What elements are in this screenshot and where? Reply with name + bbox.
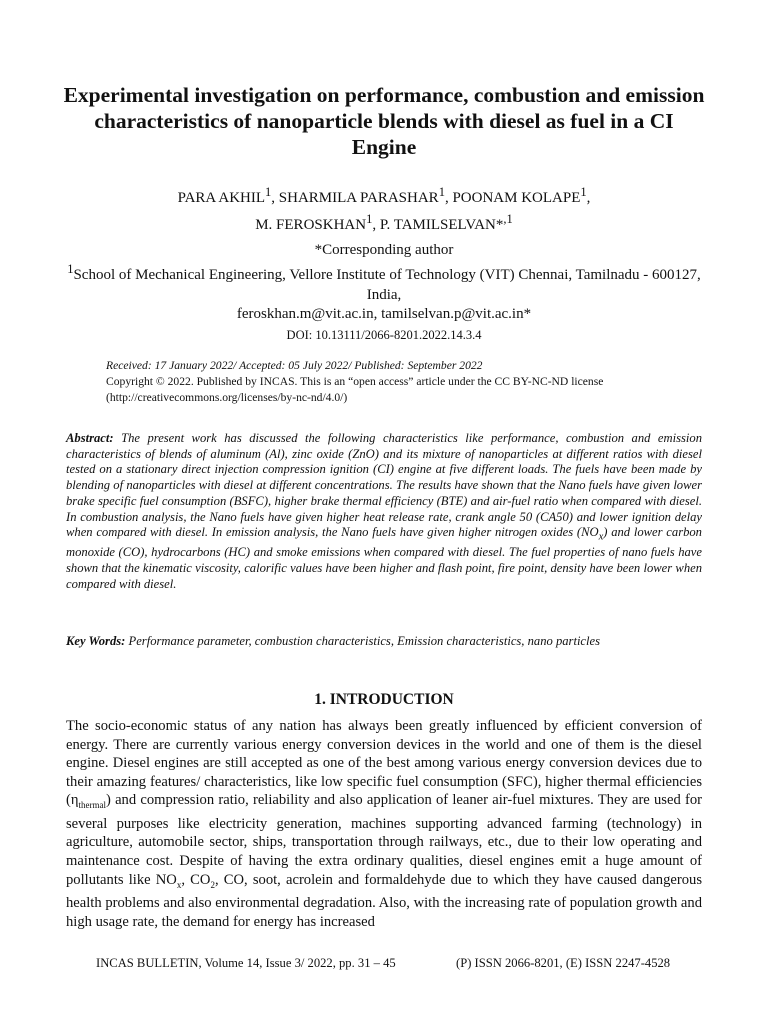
author-separator: ,	[586, 190, 591, 206]
author-emails: feroskhan.m@vit.ac.in, tamilselvan.p@vit.ac.in*	[236, 306, 532, 322]
author-separator: ,	[372, 217, 380, 233]
abstract-subscript: x	[598, 531, 604, 543]
subscript-thermal: thermal	[78, 800, 106, 811]
author-affiliation-mark: ,1	[503, 212, 513, 226]
author-affiliation-mark: 1	[580, 185, 587, 199]
author-separator: ,	[444, 190, 453, 206]
author-name: PARA AKHIL	[177, 190, 266, 206]
publication-dates: Received: 17 January 2022/ Accepted: 05 July 2022/ Published: September 2022	[106, 359, 483, 372]
paper-title: Experimental investigation on performance, combustion and emission characteristics of nanoparticle blends with diesel as fuel in a CI Engine	[63, 83, 705, 159]
author-line-1	[60, 182, 708, 209]
section-heading: 1. INTRODUCTION	[314, 691, 454, 708]
subscript-x: x	[176, 879, 182, 890]
paragraph-text: , CO, soot, acrolein and formaldehyde due to which they have caused dangerous health problems and also environmental degradation. Also, with the increasing rate of population growth and high usage rate, the demand for energy has increased	[66, 871, 702, 930]
corresponding-author-note: *Corresponding author	[314, 242, 454, 258]
introduction-paragraph	[66, 717, 702, 947]
author-affiliation-mark: 1	[366, 212, 373, 226]
keywords-text: Performance parameter, combustion characteristics, Emission characteristics, nano particles	[125, 634, 601, 648]
author-affiliation-mark: 1	[265, 185, 272, 199]
author-list	[60, 182, 708, 236]
affiliation	[60, 260, 708, 325]
copyright-notice: Copyright © 2022. Published by INCAS. This is an “open access” article under the CC BY-NC-ND license (http://creativecommons.org/licenses/by-nc-nd/4.0/)	[106, 375, 604, 404]
paragraph-text: ) and compression ratio, reliability and also application of leaner air-fuel mixtures. They are used for several purposes like electricity generation, machines supporting advanced farming (technology) in agriculture, automobile sector, ships, transportation through railways, etc., due to their low operating and maintenance cost. Despite of having the extra ordinary qualities, diesel engines emit a huge amount of pollutants like NO	[66, 792, 702, 888]
affiliation-mark: 1	[67, 262, 74, 276]
author-separator: ,	[271, 190, 279, 206]
author-name: SHARMILA PARASHAR	[278, 190, 439, 206]
footer-issn: (P) ISSN 2066-8201, (E) ISSN 2247-4528	[456, 956, 671, 970]
abstract-text-continued: ) and lower carbon monoxide (CO), hydrocarbons (HC) and smoke emissions when compared with diesel. The fuel properties of nano fuels have shown that the kinematic viscosity, calorific values have been higher and flash point, fire point, density have been lower when compared with diesel.	[66, 525, 702, 591]
keywords-label: Key Words:	[66, 634, 126, 648]
abstract-text: The present work has discussed the following characteristics like performance, combustion and emission characteristics of blends of aluminum (Al), zinc oxide (ZnO) and its mixture of nanoparticles at different ratios with diesel tested on a stationary direct injection compression ignition (CI) engine at five different loads. The fuels have been made by blending of nanoparticles with diesel at different concentrations. The results have shown that the Nano fuels have given lower brake specific fuel consumption (BSFC), higher brake thermal efficiency (BTE) and air-fuel ratio when compared with diesel. In combustion analysis, the Nano fuels have given higher heat release rate, crank angle 50 (CA50) and lower ignition delay when compared with diesel. In emission analysis, the Nano fuels have given higher nitrogen oxides (NO	[66, 431, 702, 540]
author-name: POONAM KOLAPE	[452, 190, 581, 206]
affiliation-text: School of Mechanical Engineering, Vellore Institute of Technology (VIT) Chennai, Tamilnadu - 600127, India,	[73, 267, 701, 303]
author-name: M. FEROSKHAN	[255, 217, 367, 233]
doi: DOI: 10.13111/2066-8201.2022.14.3.4	[286, 328, 482, 342]
abstract	[66, 431, 702, 593]
footer-journal-info: INCAS BULLETIN, Volume 14, Issue 3/ 2022, pp. 31 – 45	[96, 956, 396, 970]
author-affiliation-mark: 1	[438, 185, 445, 199]
keywords	[66, 633, 702, 649]
author-line-2	[60, 209, 708, 236]
abstract-label: Abstract:	[66, 431, 114, 445]
paragraph-text: The socio-economic status of any nation has always been greatly influenced by efficient conversion of energy. There are currently various energy conversion devices in the world and one of them is the diesel engine. Diesel engines are still accepted as one of the best among various energy conversion devices due to their amazing features/ characteristics, like low specific fuel consumption (SFC), higher thermal efficiencies (η	[66, 718, 702, 809]
paragraph-text: , CO	[181, 871, 211, 888]
subscript-2: 2	[210, 879, 215, 890]
author-name: P. TAMILSELVAN*	[379, 217, 504, 233]
